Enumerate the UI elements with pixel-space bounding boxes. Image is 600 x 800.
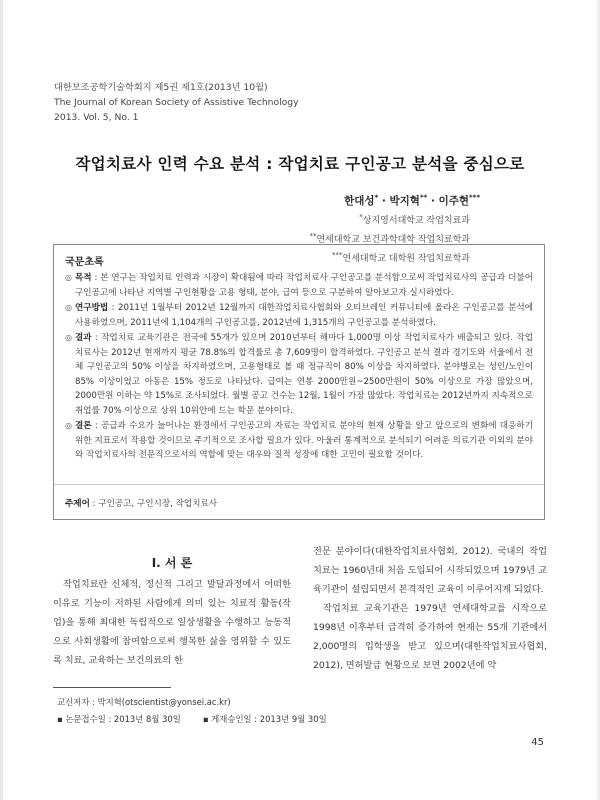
affiliation-text: 연세대학교 보건과학대학 작업치료학과 — [316, 235, 470, 245]
author-name: 한대성 — [344, 195, 375, 207]
paper-title: 작업치료사 인력 수요 분석 : 작업치료 구인공고 분석을 중심으로 — [75, 155, 525, 173]
bullet-icon: ◎ — [65, 421, 72, 430]
author-mark: * — [374, 193, 379, 202]
author-separator: · — [378, 195, 390, 207]
journal-english-title: The Journal of Korean Society of Assistive Technology — [54, 97, 299, 108]
keywords-label: 주제어 — [65, 499, 90, 509]
body-paragraph: 전문 분야이다(대한작업치료사협회, 2012). 국내의 작업치료는 1960년대 처음 도입되어 시작되었으며 1979년 교육기관이 설립되면서 본격적인 교육이 이루어지게 되었다. — [313, 546, 547, 595]
keywords-text: : 구인공고, 구인시장, 작업치료사 — [89, 499, 218, 509]
footnote-divider — [53, 687, 171, 688]
author-mark: ** — [419, 193, 428, 202]
affiliation-mark: *** — [332, 251, 343, 259]
bullet-icon: ◎ — [65, 303, 72, 312]
author-name: 박지혁 — [389, 195, 420, 207]
abstract-label: 목적 — [75, 273, 92, 283]
journal-korean-title: 대한보조공학기술학회지 제5권 제1호(2013년 10월) — [54, 82, 268, 93]
footnote — [57, 694, 349, 728]
author-mark: *** — [469, 193, 480, 202]
body-left-column: 작업치료란 신체적, 정신적 그리고 발달과정에서 어떠한 이유로 기능이 저하된 사람에게 의미 있는 치료적 활동(작업)을 통해 최대한 독립적으로 일상생활을 수행하고 능동적으로 사회생활에 참여함으로써 행복한 삶을 영위할 수 있도록 치료, 교육하는 보건의료의 한 — [53, 579, 291, 666]
abstract-text: : 작업치료 교육기관은 전국에 55개가 있으며 2010년부터 해마다 1,000명 이상 작업치료사가 배출되고 있다. 작업치료사는 2012년 현재까지 평균 78.8%의 합격률로 총 7,609명이 합격하였다. 구인공고 분석 결과 경기도와 서울에서 전체 구인공고의 50% 이상을 차지하였으며, 고용형태로 볼 때 정규직이 80% 이상을 차지하였다. 분야별로는 성인/노인이 85% 이상이었고 아동은 15% 정도로 나타났다. 급여는 연봉 2000만원~2500만원이 50% 이상으로 가장 많았으며, 2000만원 이하는 약 15%로 조사되었다. 월별 공고 건수는 12월, 1월이 가장 많았다. 작업치료는 2012년까지 지속적으로 취업률 70% 이상으로 상위 10위안에 드는 학문 분야이다. — [75, 333, 533, 416]
section-heading: Ⅰ. 서 론 — [151, 556, 193, 570]
body-right-column — [313, 542, 547, 675]
abstract-heading: 국문초록 — [65, 257, 104, 268]
abstract-conclusion — [65, 419, 533, 463]
author-name: 이주현 — [438, 195, 470, 207]
abstract-label: 결과 — [75, 333, 92, 343]
keywords — [65, 497, 217, 509]
abstract-method — [65, 301, 533, 330]
abstract-text: : 2011년 1월부터 2012년 12월까지 대한작업치료사협회와 오티브레인 커뮤니티에 올라온 구인공고를 분석에 사용하였으며, 2011년에 1,104개의 구인공고를, 2012년에 1,315개의 구인공고를 분석하였다. — [75, 303, 533, 328]
affiliation-mark: * — [359, 213, 363, 221]
author-separator: · — [427, 195, 439, 207]
bullet-icon: ◎ — [65, 333, 72, 342]
abstract-text: : 공급과 수요가 늘어나는 환경에서 구인공고의 자료는 작업치료 분야의 현재 상황을 알고 앞으로의 변화에 대응하기 위한 지표로서 작용할 것이므로 주기적으로 조사할 필요가 있다. 아울러 통계적으로 분석되기 어려운 의료기관 이외의 분야와 작업치료사의 전문직으로서의 역할에 맞는 대우와 질적 성장에 대한 고민이 필요할 것이다. — [75, 421, 533, 460]
abstract-results — [65, 331, 533, 418]
journal-volume: 2013. Vol. 5, No. 1 — [54, 112, 139, 123]
abstract-box — [53, 244, 545, 520]
accepted-date: ▪ 게재승인일 : 2013년 9월 30일 — [202, 714, 327, 724]
abstract-purpose — [65, 271, 533, 300]
affiliation-mark: ** — [309, 232, 317, 240]
footnote-dates — [57, 711, 349, 728]
received-date: ▪ 논문접수일 : 2013년 8월 30일 — [57, 714, 181, 724]
keywords-divider — [54, 484, 544, 485]
page-number: 45 — [531, 737, 544, 748]
abstract-label: 연구방법 — [75, 303, 109, 313]
body-paragraph: 작업치료 교육기관은 1979년 연세대학교를 시작으로 1998년 이후부터 급격히 증가하여 현재는 55개 기관에서 2,000명의 입학생을 받고 있으며(대한작업치료사협회, 2012), 면허발급 현황으로 보면 2002년에 약 — [313, 603, 547, 671]
affiliation-item — [309, 210, 470, 229]
abstract-label: 결론 — [75, 421, 92, 431]
abstract-text: : 본 연구는 작업치료 인력과 시장이 확대됨에 따라 작업치료사 구인공고를 분석함으로써 작업치료사의 공급과 더불어 구인공고에 나타난 지역별 구인현황을 고용 형태, 분야, 급여 등으로 구분하여 알아보고자 실시하였다. — [75, 273, 533, 298]
corresponding-author: 교신저자 : 박지혁(otscientist@yonsei.ac.kr) — [57, 697, 231, 707]
affiliation-text: 연세대학교 대학원 작업치료학과 — [342, 254, 470, 264]
affiliation-text: 상지영서대학교 작업치료과 — [362, 216, 470, 226]
journal-info — [54, 80, 299, 125]
bullet-icon: ◎ — [65, 273, 72, 282]
author-list — [344, 193, 480, 208]
